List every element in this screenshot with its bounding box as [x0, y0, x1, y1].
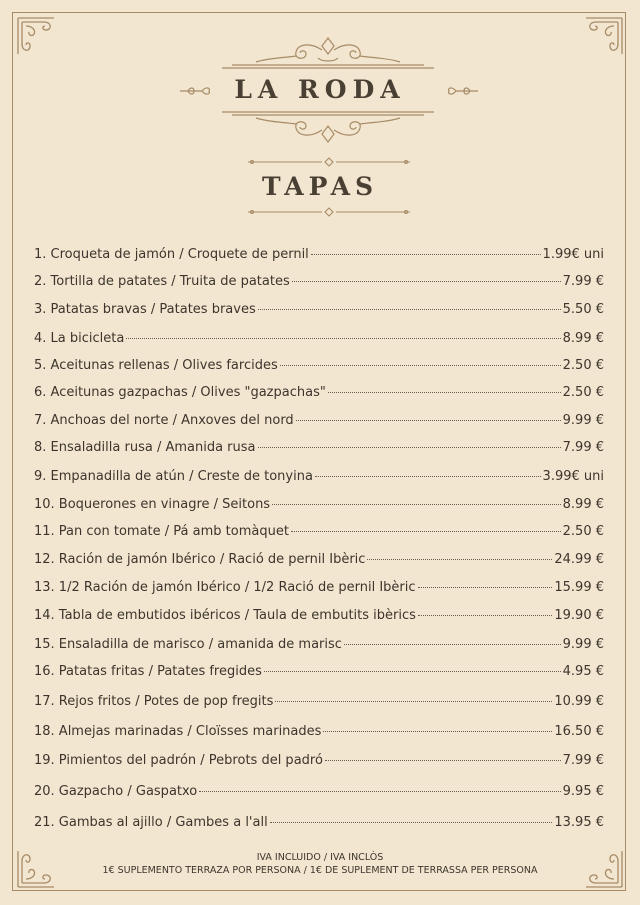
menu-item-price: 16.50 € — [554, 724, 604, 739]
menu-item — [34, 694, 604, 714]
menu-item-name: 18. Almejas marinadas / Cloïsses marinades — [34, 724, 322, 739]
menu-item-price: 10.99 € — [554, 694, 604, 709]
dot-leader — [126, 338, 560, 339]
menu-item-price: 2.50 € — [562, 524, 604, 539]
menu-item-name: 2. Tortilla de patates / Truita de patates — [34, 274, 290, 289]
menu-item — [34, 385, 604, 405]
dot-leader — [258, 309, 561, 310]
menu-item-name: 5. Aceitunas rellenas / Olives farcides — [34, 358, 278, 373]
tax-note: IVA INCLUIDO / IVA INCLÒS — [256, 852, 384, 863]
corner-ornament-icon — [578, 14, 626, 62]
menu-item-price: 8.99 € — [562, 497, 604, 512]
dot-leader — [344, 644, 561, 645]
dot-leader — [272, 504, 561, 505]
dot-leader — [258, 447, 561, 448]
menu-item — [34, 815, 604, 835]
menu-item — [34, 524, 604, 544]
menu-item-price: 7.99 € — [562, 753, 604, 768]
dot-leader — [292, 281, 561, 282]
menu-item-name: 1. Croqueta de jamón / Croquete de pernil — [34, 247, 309, 262]
dot-leader — [291, 531, 561, 532]
corner-ornament-icon — [14, 14, 62, 62]
dot-leader — [280, 365, 561, 366]
menu-item — [34, 247, 604, 267]
menu-item-name: 19. Pimientos del padrón / Pebrots del padró — [34, 753, 323, 768]
menu-item — [34, 608, 604, 628]
header-flourish-icon — [222, 36, 434, 70]
dot-leader — [328, 392, 561, 393]
menu-item-name: 7. Anchoas del norte / Anxoves del nord — [34, 413, 294, 428]
menu-item-price: 3.99€ uni — [542, 469, 604, 484]
menu-item-name: 11. Pan con tomate / Pá amb tomàquet — [34, 524, 289, 539]
menu-item-name: 17. Rejos fritos / Potes de pop fregits — [34, 694, 274, 709]
menu-item — [34, 413, 604, 433]
menu-item-name: 12. Ración de jamón Ibérico / Ració de pernil Ibèric — [34, 552, 366, 567]
menu-item-price: 2.50 € — [562, 385, 604, 400]
menu-item-price: 19.90 € — [554, 608, 604, 623]
menu-item — [34, 331, 604, 351]
dot-leader — [418, 587, 553, 588]
menu-item — [34, 358, 604, 378]
header-flourish-bottom-icon — [222, 110, 434, 144]
menu-item-price: 1.99€ uni — [542, 247, 604, 262]
menu-item-name: 6. Aceitunas gazpachas / Olives "gazpachas" — [34, 385, 326, 400]
menu-item — [34, 664, 604, 684]
restaurant-name: LA RODA — [234, 75, 406, 104]
menu-item-price: 24.99 € — [554, 552, 604, 567]
dot-leader — [323, 731, 552, 732]
menu-item — [34, 440, 604, 460]
dot-leader — [418, 615, 552, 616]
dot-leader — [311, 254, 541, 255]
menu-item-name: 10. Boquerones en vinagre / Seitons — [34, 497, 271, 512]
menu-item-name: 9. Empanadilla de atún / Creste de tonyina — [34, 469, 313, 484]
menu-item — [34, 302, 604, 322]
dot-leader — [315, 476, 541, 477]
menu-item-price: 2.50 € — [562, 358, 604, 373]
menu-item-name: 8. Ensaladilla rusa / Amanida rusa — [34, 440, 256, 455]
section-title: TAPAS — [261, 172, 379, 201]
menu-item — [34, 637, 604, 657]
menu-item — [34, 274, 604, 294]
menu-item — [34, 552, 604, 572]
menu-item — [34, 469, 604, 489]
menu-item — [34, 497, 604, 517]
dot-leader — [296, 420, 561, 421]
menu-item-name: 16. Patatas fritas / Patates fregides — [34, 664, 262, 679]
section-divider-icon — [248, 207, 410, 217]
dot-leader — [367, 559, 552, 560]
menu-item-price: 9.95 € — [562, 784, 604, 799]
section-divider-icon — [248, 157, 410, 167]
menu-item-name: 14. Tabla de embutidos ibéricos / Taula de embutits ibèrics — [34, 608, 416, 623]
menu-item-price: 13.95 € — [554, 815, 604, 830]
menu-item-price: 5.50 € — [562, 302, 604, 317]
dot-leader — [264, 671, 561, 672]
menu-item-name: 20. Gazpacho / Gaspatxo — [34, 784, 198, 799]
terrace-supplement-note: 1€ SUPLEMENTO TERRAZA POR PERSONA / 1€ DE SUPLEMENT DE TERRASSA PER PERSONA — [102, 865, 538, 876]
dot-leader — [199, 791, 560, 792]
dot-leader — [325, 760, 561, 761]
menu-item-price: 9.99 € — [562, 413, 604, 428]
menu-item-name: 13. 1/2 Ración de jamón Ibérico / 1/2 Ració de pernil Ibèric — [34, 580, 416, 595]
menu-item-price: 7.99 € — [562, 440, 604, 455]
menu-item-price: 7.99 € — [562, 274, 604, 289]
footer-notes — [0, 851, 640, 877]
menu-item — [34, 784, 604, 804]
dot-leader — [270, 822, 553, 823]
menu-item-price: 4.95 € — [562, 664, 604, 679]
menu-item — [34, 753, 604, 773]
menu-item-price: 8.99 € — [562, 331, 604, 346]
dot-leader — [275, 701, 552, 702]
menu-item — [34, 580, 604, 600]
menu-item-name: 15. Ensaladilla de marisco / amanida de marisc — [34, 637, 342, 652]
menu-item-name: 21. Gambas al ajillo / Gambes a l'all — [34, 815, 268, 830]
menu-item-price: 9.99 € — [562, 637, 604, 652]
menu-item-name: 3. Patatas bravas / Patates braves — [34, 302, 256, 317]
menu-item-name: 4. La bicicleta — [34, 331, 125, 346]
menu-item — [34, 724, 604, 744]
menu-item-price: 15.99 € — [554, 580, 604, 595]
